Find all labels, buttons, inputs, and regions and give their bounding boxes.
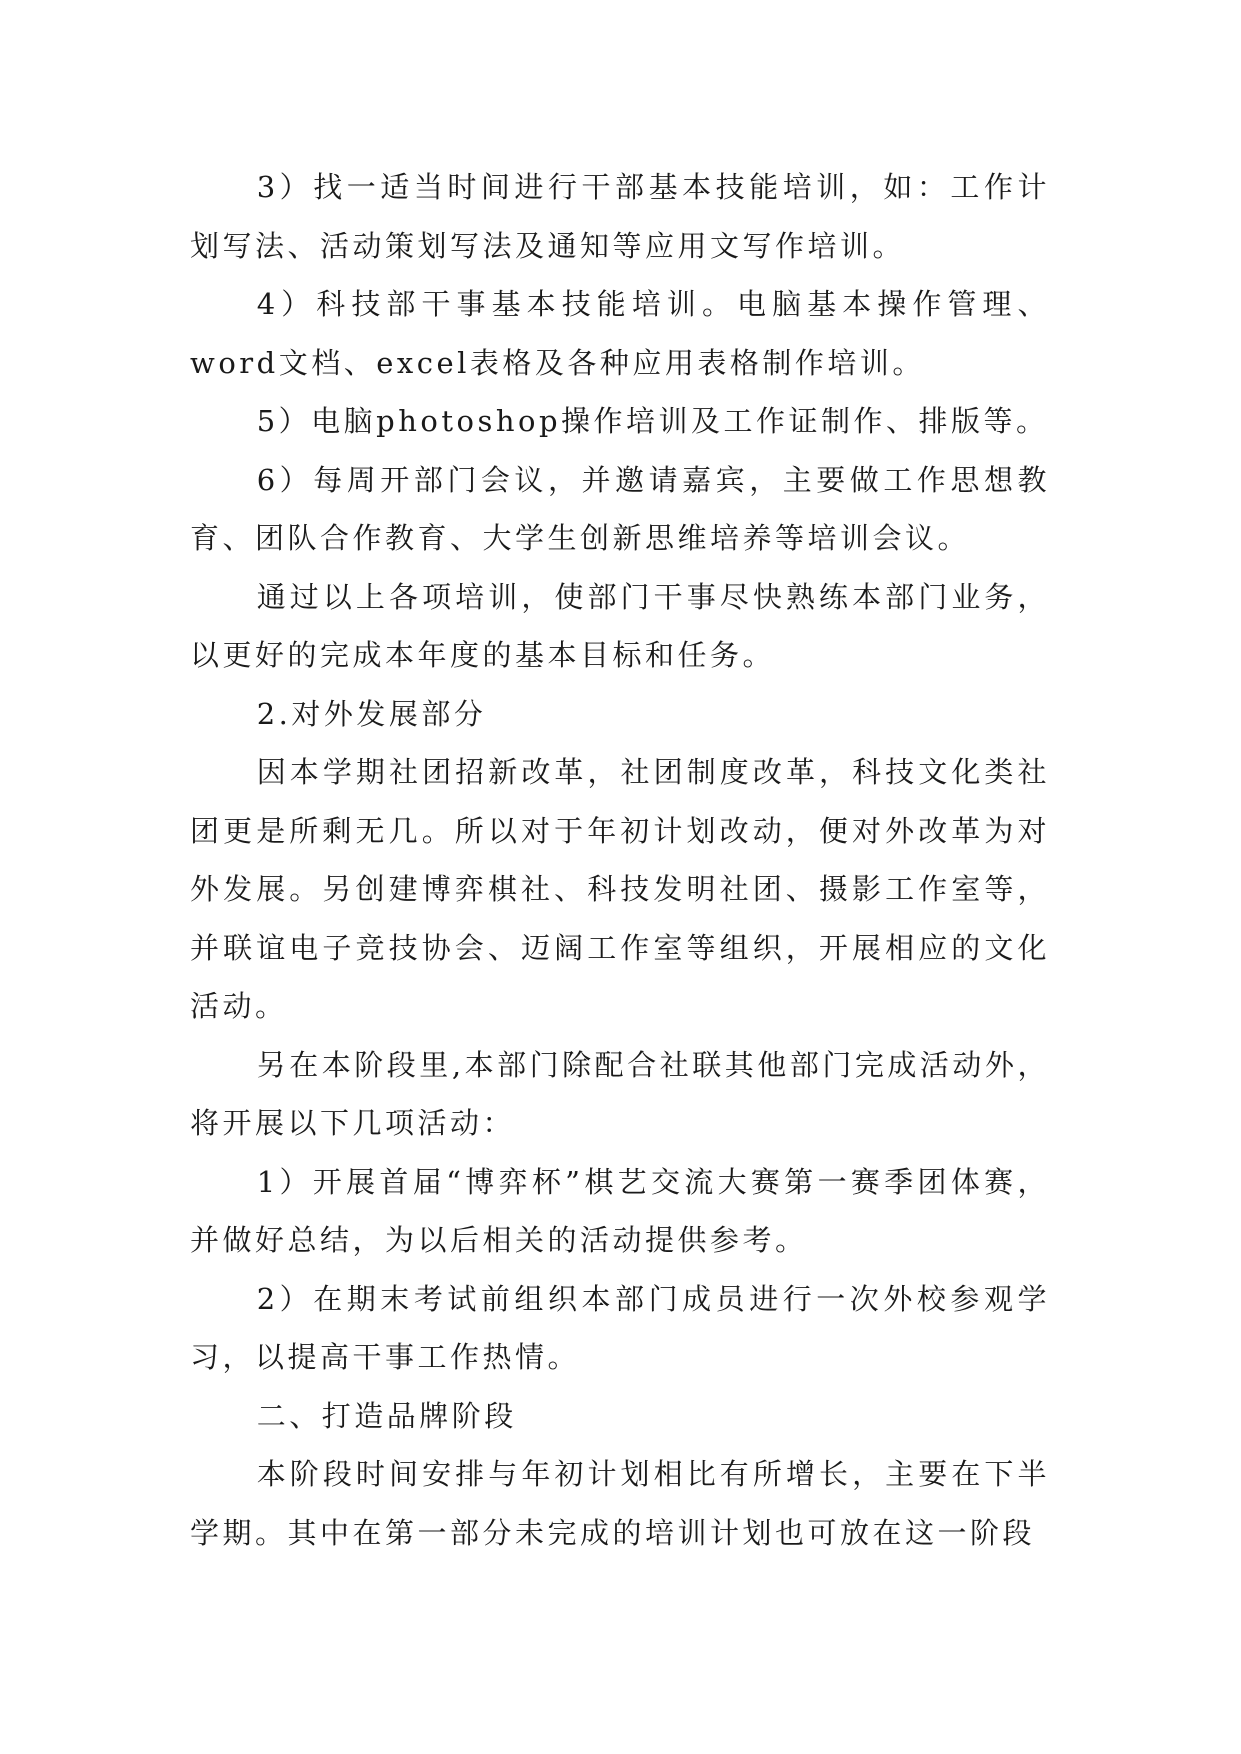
paragraph-brand-stage: 本阶段时间安排与年初计划相比有所增长，主要在下半学期。其中在第一部分未完成的培训计划也可放在这一阶段 [190, 1457, 1050, 1550]
paragraph-external-reform: 因本学期社团招新改革，社团制度改革，科技文化类社团更是所剩无几。所以对于年初计划改动，便对外改革为对外发展。另创建博弈棋社、科技发明社团、摄影工作室等，并联谊电子竞技协会、迈阔工作室等组织，开展相应的文化活动。 [190, 755, 1050, 1023]
paragraph-training-3: 3）找一适当时间进行干部基本技能培训，如：工作计划写法、活动策划写法及通知等应用文写作培训。 [190, 170, 1050, 263]
section-heading-brand: 二、打造品牌阶段 [256, 1398, 517, 1433]
paragraph-activities-intro: 另在本阶段里,本部门除配合社联其他部门完成活动外，将开展以下几项活动： [190, 1047, 1050, 1140]
paragraph-activity-2: 2）在期末考试前组织本部门成员进行一次外校参观学习，以提高干事工作热情。 [190, 1281, 1050, 1374]
section-heading-external: 2.对外发展部分 [256, 696, 487, 731]
paragraph-activity-1: 1）开展首届“博弈杯”棋艺交流大赛第一赛季团体赛，并做好总结，为以后相关的活动提供参考。 [190, 1164, 1050, 1257]
paragraph-training-summary: 通过以上各项培训，使部门干事尽快熟练本部门业务，以更好的完成本年度的基本目标和任务。 [190, 579, 1050, 672]
paragraph-training-6: 6）每周开部门会议，并邀请嘉宾，主要做工作思想教育、团队合作教育、大学生创新思维培养等培训会议。 [190, 462, 1050, 555]
paragraph-training-4: 4）科技部干事基本技能培训。电脑基本操作管理、word文档、excel表格及各种应用表格制作培训。 [190, 287, 1050, 380]
document-body [190, 158, 1050, 1562]
paragraph-training-5: 5）电脑photoshop操作培训及工作证制作、排版等。 [256, 404, 1049, 438]
